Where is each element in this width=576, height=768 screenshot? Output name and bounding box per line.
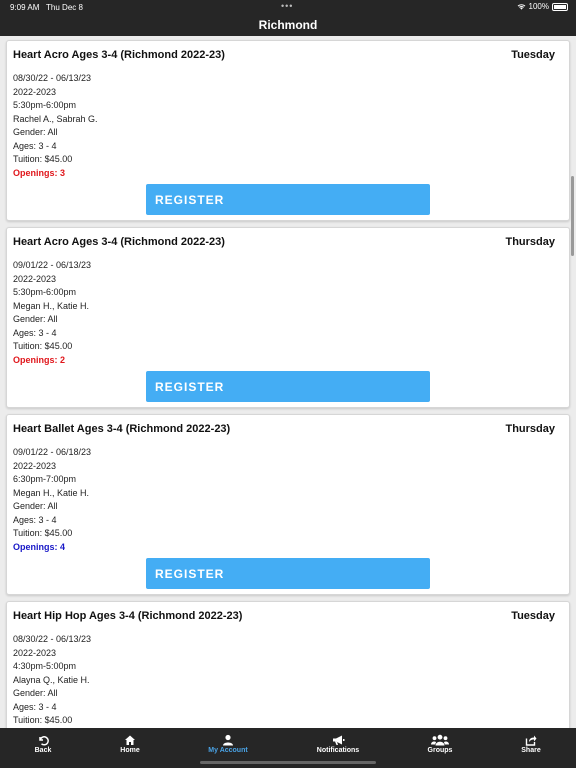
class-day: Tuesday (511, 49, 555, 61)
class-instructors: Alayna Q., Katie H. (13, 674, 90, 685)
share-icon (525, 734, 537, 746)
class-title: Heart Ballet Ages 3-4 (Richmond 2022-23) (13, 423, 231, 435)
status-bar (0, 0, 576, 14)
tab-label: Groups (427, 747, 453, 754)
class-instructors: Rachel A., Sabrah G. (13, 113, 98, 124)
class-ages: Ages: 3 - 4 (13, 327, 57, 338)
class-tuition: Tuition: $45.00 (13, 528, 73, 538)
class-season: 2022-2023 (13, 273, 57, 284)
class-details (13, 72, 98, 180)
tab-label: Share (521, 747, 541, 754)
tab-bar (0, 728, 576, 768)
class-day: Thursday (505, 236, 555, 248)
class-season: 2022-2023 (13, 647, 57, 658)
class-title: Heart Acro Ages 3-4 (Richmond 2022-23) (13, 49, 225, 61)
class-gender: Gender: All (13, 501, 58, 511)
class-ages: Ages: 3 - 4 (13, 514, 57, 525)
class-gender: Gender: All (13, 127, 58, 137)
class-details (13, 633, 91, 728)
class-card (6, 414, 570, 595)
page-title: Richmond (0, 14, 576, 36)
class-season: 2022-2023 (13, 86, 57, 97)
megaphone-icon (332, 734, 345, 746)
wifi-icon (517, 3, 526, 10)
class-dates: 08/30/22 - 06/13/23 (13, 73, 92, 83)
class-time: 5:30pm-6:00pm (13, 287, 77, 297)
class-dates: 09/01/22 - 06/13/23 (13, 260, 92, 270)
tab-notifications[interactable] (303, 734, 373, 754)
class-dates: 09/01/22 - 06/18/23 (13, 447, 92, 457)
tab-back[interactable] (8, 734, 78, 754)
status-time: 9:09 AM Thu Dec 8 (10, 3, 83, 12)
scrollbar[interactable] (571, 176, 574, 256)
class-tuition: Tuition: $45.00 (13, 341, 73, 351)
class-card (6, 40, 570, 221)
tab-label: Home (120, 747, 140, 754)
back-arrow-icon (37, 734, 49, 746)
multitasking-dots-icon[interactable]: ••• (281, 1, 294, 11)
home-icon (124, 734, 136, 746)
register-button[interactable]: REGISTER (146, 558, 430, 589)
groups-icon (431, 734, 449, 746)
class-openings: Openings: 4 (13, 541, 66, 552)
class-openings: Openings: 3 (13, 167, 66, 178)
class-ages: Ages: 3 - 4 (13, 701, 57, 712)
class-season: 2022-2023 (13, 460, 57, 471)
tab-share[interactable] (496, 734, 566, 754)
class-tuition: Tuition: $45.00 (13, 154, 73, 164)
tab-my-account[interactable] (193, 734, 263, 754)
class-details (13, 446, 91, 554)
class-tuition: Tuition: $45.00 (13, 715, 73, 725)
class-time: 6:30pm-7:00pm (13, 474, 77, 484)
class-time: 5:30pm-6:00pm (13, 100, 77, 110)
home-indicator[interactable] (200, 761, 376, 764)
class-instructors: Megan H., Katie H. (13, 300, 90, 311)
class-instructors: Megan H., Katie H. (13, 487, 90, 498)
register-button[interactable]: REGISTER (146, 184, 430, 215)
class-list[interactable] (0, 36, 576, 728)
battery-percent: 100% (528, 2, 549, 11)
battery-icon (552, 3, 568, 11)
class-day: Tuesday (511, 610, 555, 622)
tab-groups[interactable] (405, 734, 475, 754)
status-right (517, 2, 568, 11)
tab-label: My Account (208, 747, 248, 754)
register-button[interactable]: REGISTER (146, 371, 430, 402)
class-title: Heart Hip Hop Ages 3-4 (Richmond 2022-23) (13, 610, 243, 622)
class-details (13, 259, 91, 367)
class-title: Heart Acro Ages 3-4 (Richmond 2022-23) (13, 236, 225, 248)
class-gender: Gender: All (13, 314, 58, 324)
class-card (6, 601, 570, 728)
class-time: 4:30pm-5:00pm (13, 661, 77, 671)
class-card (6, 227, 570, 408)
tab-home[interactable] (95, 734, 165, 754)
person-icon (222, 734, 234, 746)
class-day: Thursday (505, 423, 555, 435)
class-ages: Ages: 3 - 4 (13, 140, 57, 151)
class-openings: Openings: 2 (13, 354, 66, 365)
class-gender: Gender: All (13, 688, 58, 698)
tab-label: Notifications (316, 747, 360, 754)
tab-label: Back (34, 747, 52, 754)
class-dates: 08/30/22 - 06/13/23 (13, 634, 92, 644)
